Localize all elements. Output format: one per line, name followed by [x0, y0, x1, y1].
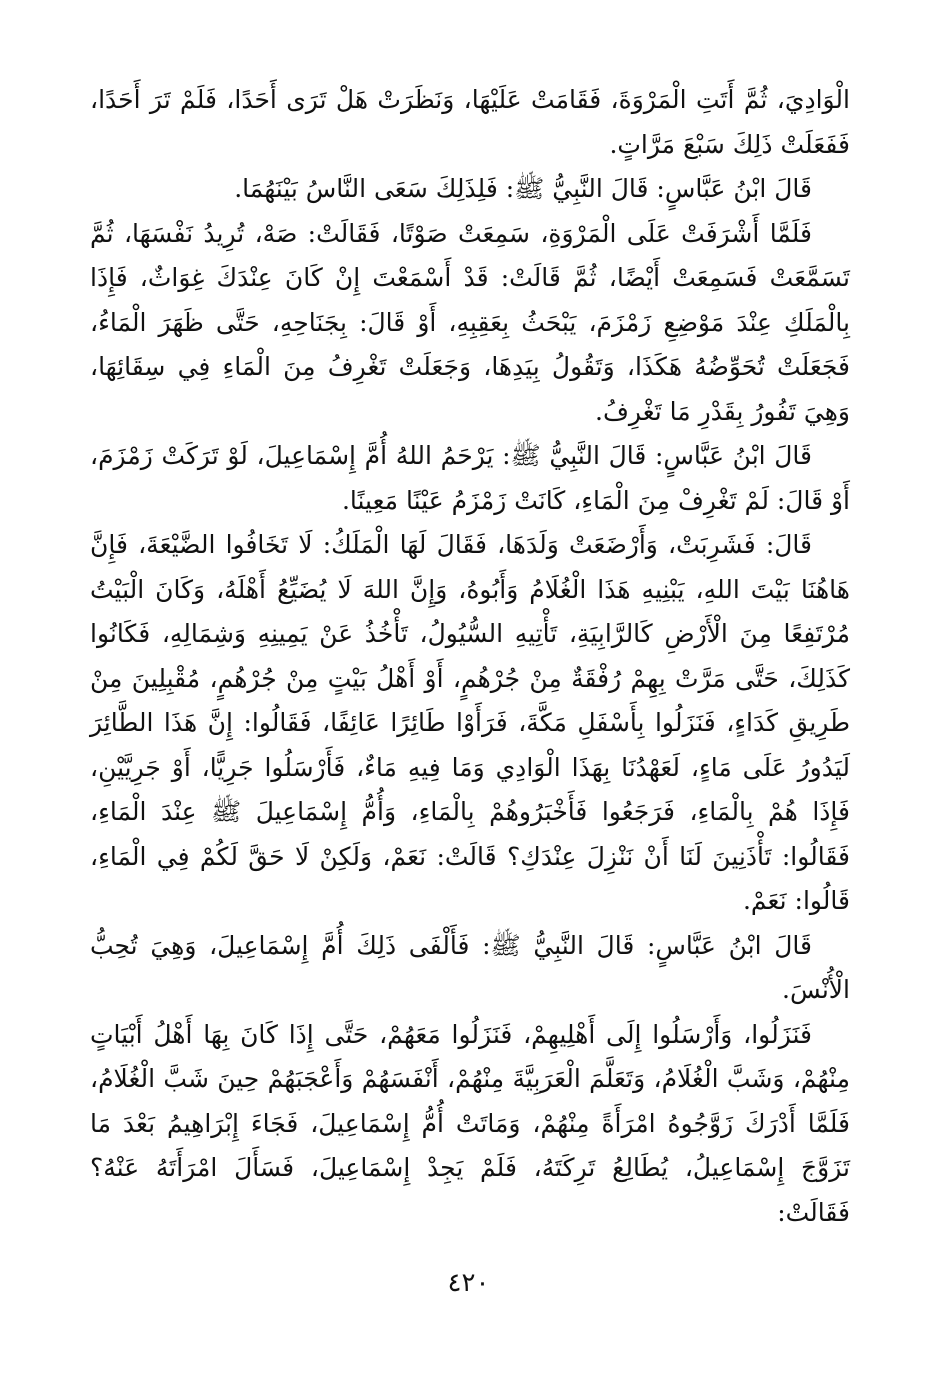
paragraph-1: الْوَادِيَ، ثُمَّ أَتَتِ الْمَرْوَةَ، فَقَامَتْ عَلَيْهَا، وَنَظَرَتْ هَلْ تَرَى أَحَدًا، فَلَمْ تَرَ أَحَدًا، فَفَعَلَتْ ذَلِكَ سَبْعَ مَرَّاتٍ. [90, 85, 850, 159]
paragraph-7: فَنَزَلُوا، وَأَرْسَلُوا إِلَى أَهْلِيهِمْ، فَنَزَلُوا مَعَهُمْ، حَتَّى إِذَا كَانَ بِهَا أَهْلُ أَبْيَاتٍ مِنْهُمْ، وَشَبَّ الْغُلَامُ، وَتَعَلَّمَ الْعَرَبِيَّةَ مِنْهُمْ، أَنْفَسَهُمْ وَأَعْجَبَهُمْ حِينَ شَبَّ الْغُلَامُ، فَلَمَّا أَدْرَكَ زَوَّجُوهُ امْرَأَةً مِنْهُمْ، وَمَاتَتْ أُمُّ إِسْمَاعِيلَ، فَجَاءَ إِبْرَاهِيمُ بَعْدَ مَا تَزَوَّجَ إِسْمَاعِيلُ، يُطَالِعُ تَرِكَتَهُ، فَلَمْ يَجِدْ إِسْمَاعِيلَ، فَسَأَلَ امْرَأَتَهُ عَنْهُ؟ فَقَالَتْ: [90, 1019, 850, 1227]
paragraph-6: قَالَ ابْنُ عَبَّاسٍ: قَالَ النَّبِيُّ ﷺ: فَأَلْفَى ذَلِكَ أُمَّ إِسْمَاعِيلَ، وَهِيَ تُحِبُّ الْأُنْسَ. [90, 930, 850, 1004]
body-text [90, 78, 850, 1235]
paragraph-4: قَالَ ابْنُ عَبَّاسٍ: قَالَ النَّبِيُّ ﷺ: يَرْحَمُ اللهُ أُمَّ إِسْمَاعِيلَ، لَوْ تَرَكَتْ زَمْزَمَ، أَوْ قَالَ: لَمْ تَغْرِفْ مِنَ الْمَاءِ، كَانَتْ زَمْزَمُ عَيْنًا مَعِينًا. [90, 441, 850, 515]
paragraph-3: فَلَمَّا أَشْرَفَتْ عَلَى الْمَرْوَةِ، سَمِعَتْ صَوْتًا، فَقَالَتْ: صَهْ، تُرِيدُ نَفْسَهَا، ثُمَّ تَسَمَّعَتْ فَسَمِعَتْ أَيْضًا، ثُمَّ قَالَتْ: قَدْ أَسْمَعْتَ إِنْ كَانَ عِنْدَكَ غِوَاثٌ، فَإِذَا بِالْمَلَكِ عِنْدَ مَوْضِعِ زَمْزَمَ، يَبْحَثُ بِعَقِبِهِ، أَوْ قَالَ: بِجَنَاحِهِ، حَتَّى ظَهَرَ الْمَاءُ، فَجَعَلَتْ تُحَوِّضُهُ هَكَذَا، وَتَقُولُ بِيَدِهَا، وَجَعَلَتْ تَغْرِفُ مِنَ الْمَاءِ فِي سِقَائِهَا، وَهِيَ تَفُورُ بِقَدْرِ مَا تَغْرِفُ. [90, 218, 850, 426]
page-number: ٤٢٠ [447, 1268, 490, 1298]
paragraph-5: قَالَ: فَشَرِبَتْ، وَأَرْضَعَتْ وَلَدَهَا، فَقَالَ لَهَا الْمَلَكُ: لَا تَخَافُوا الضَّيْعَةَ، فَإِنَّ هَاهُنَا بَيْتَ اللهِ، يَبْنِيهِ هَذَا الْغُلَامُ وَأَبُوهُ، وَإِنَّ اللهَ لَا يُضَيِّعُ أَهْلَهُ، وَكَانَ الْبَيْتُ مُرْتَفِعًا مِنَ الْأَرْضِ كَالرَّابِيَةِ، تَأْتِيهِ السُّيُولُ، تَأْخُذُ عَنْ يَمِينِهِ وَشِمَالِهِ، فَكَانُوا كَذَلِكَ، حَتَّى مَرَّتْ بِهِمْ رُفْقَةٌ مِنْ جُرْهُمٍ، أَوْ أَهْلُ بَيْتٍ مِنْ جُرْهُمٍ، مُقْبِلِينَ مِنْ طَرِيقِ كَدَاءٍ، فَنَزَلُوا بِأَسْفَلِ مَكَّةَ، فَرَأَوْا طَائِرًا عَائِفًا، فَقَالُوا: إِنَّ هَذَا الطَّائِرَ لَيَدُورُ عَلَى مَاءٍ، لَعَهْدُنَا بِهَذَا الْوَادِي وَمَا فِيهِ مَاءٌ، فَأَرْسَلُوا جَرِيًّا، أَوْ جَرِيَّيْنِ، فَإِذَا هُمْ بِالْمَاءِ، فَرَجَعُوا فَأَخْبَرُوهُمْ بِالْمَاءِ، وَأُمُّ إِسْمَاعِيلَ ﷺ عِنْدَ الْمَاءِ، فَقَالُوا: تَأْذَنِينَ لَنَا أَنْ نَنْزِلَ عِنْدَكِ؟ قَالَتْ: نَعَمْ، وَلَكِنْ لَا حَقَّ لَكُمْ فِي الْمَاءِ، قَالُوا: نَعَمْ. [90, 530, 850, 915]
paragraph-2: قَالَ ابْنُ عَبَّاسٍ: قَالَ النَّبِيُّ ﷺ: فَلِذَلِكَ سَعَى النَّاسُ بَيْنَهُمَا. [234, 174, 812, 203]
